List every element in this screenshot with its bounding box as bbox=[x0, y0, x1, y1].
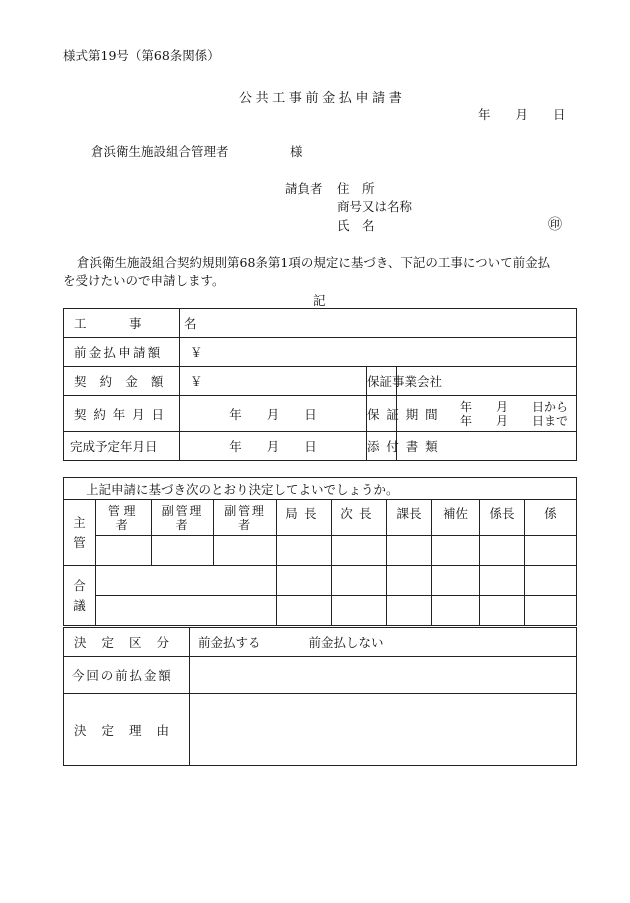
approver-kakaricho: 係長 bbox=[480, 500, 525, 536]
decision-detail-table bbox=[63, 627, 577, 766]
advance-amount-field[interactable] bbox=[180, 338, 577, 367]
option-no-advance-pay[interactable]: 前金払しない bbox=[308, 635, 384, 650]
stamp-box[interactable] bbox=[525, 536, 577, 566]
contract-date-label: 契約年月日 bbox=[64, 396, 180, 432]
approver-hosa: 補佐 bbox=[432, 500, 480, 536]
advance-amount-label: 前金払申請額 bbox=[64, 338, 180, 367]
period-from: 年 月 日から bbox=[459, 399, 568, 414]
aigi-label: 合議 bbox=[64, 566, 96, 626]
option-advance-pay[interactable]: 前金払する bbox=[198, 635, 261, 650]
stamp-box[interactable] bbox=[277, 566, 332, 596]
decision-kubun-field bbox=[190, 628, 577, 657]
body-text-line2: を受けたいので申請します。 bbox=[63, 273, 225, 288]
stamp-box[interactable] bbox=[332, 566, 387, 596]
stamp-box[interactable] bbox=[480, 596, 525, 626]
stamp-box[interactable] bbox=[277, 536, 332, 566]
stamp-box[interactable] bbox=[480, 536, 525, 566]
attachments-label: 添付書類 bbox=[367, 432, 397, 461]
date-line: 年 月 日 bbox=[478, 107, 566, 122]
approver-kakari: 係 bbox=[525, 500, 577, 536]
stamp-box[interactable] bbox=[277, 596, 332, 626]
honorific: 様 bbox=[290, 144, 303, 159]
completion-date-label: 完成予定年月日 bbox=[64, 432, 180, 461]
approver-kyokucho: 局長 bbox=[277, 500, 332, 536]
stamp-box[interactable] bbox=[387, 566, 432, 596]
form-number: 様式第19号（第68条関係） bbox=[63, 48, 220, 63]
period-to: 年 月 日まで bbox=[459, 413, 568, 428]
contract-amount-label: 契約金額 bbox=[64, 367, 180, 396]
yen-sign: ￥ bbox=[190, 374, 203, 389]
stamp-box[interactable] bbox=[432, 536, 480, 566]
seal-mark: ㊞ bbox=[548, 217, 562, 233]
yen-sign: ￥ bbox=[190, 345, 203, 360]
aigi-box[interactable] bbox=[96, 566, 277, 596]
addressee: 倉浜衛生施設組合管理者 bbox=[91, 144, 229, 159]
body-text-line1: 倉浜衛生施設組合契約規則第68条第1項の規定に基づき、下記の工事について前金払 bbox=[77, 255, 551, 270]
aigi-box[interactable] bbox=[96, 596, 277, 626]
shukan-label: 主管 bbox=[64, 500, 96, 566]
stamp-box[interactable] bbox=[332, 596, 387, 626]
guarantee-company-label: 保証事業会社 bbox=[367, 367, 397, 396]
contract-amount-field[interactable] bbox=[180, 367, 367, 396]
approver-kacho: 課長 bbox=[387, 500, 432, 536]
name-label: 氏 名 bbox=[337, 218, 375, 233]
stamp-box[interactable] bbox=[525, 596, 577, 626]
work-name-field[interactable] bbox=[180, 309, 577, 338]
stamp-box[interactable] bbox=[387, 536, 432, 566]
stamp-box[interactable] bbox=[480, 566, 525, 596]
stamp-box[interactable] bbox=[525, 566, 577, 596]
decision-question: 上記申請に基づき次のとおり決定してよいでしょうか。 bbox=[64, 478, 577, 500]
stamp-box[interactable] bbox=[387, 596, 432, 626]
stamp-box[interactable] bbox=[152, 536, 214, 566]
this-amount-label: 今回の前払金額 bbox=[64, 657, 190, 694]
contractor-label: 請負者 bbox=[285, 181, 323, 196]
reason-field[interactable] bbox=[190, 694, 577, 766]
approver-jicho: 次長 bbox=[332, 500, 387, 536]
completion-date-field[interactable]: 年 月 日 bbox=[180, 432, 367, 461]
stamp-box[interactable] bbox=[332, 536, 387, 566]
decision-table bbox=[63, 477, 577, 626]
stamp-box[interactable] bbox=[96, 536, 152, 566]
contract-date-field[interactable]: 年 月 日 bbox=[180, 396, 367, 432]
approver-fuku2: 副管理者 bbox=[214, 500, 277, 536]
stamp-box[interactable] bbox=[214, 536, 277, 566]
this-amount-field[interactable] bbox=[190, 657, 577, 694]
stamp-box[interactable] bbox=[432, 596, 480, 626]
address-label: 住 所 bbox=[337, 181, 375, 196]
guarantee-period-label: 保証期間 bbox=[367, 396, 397, 432]
ki-label: 記 bbox=[313, 293, 326, 308]
company-name-label: 商号又は名称 bbox=[337, 199, 413, 214]
reason-label: 決定理由 bbox=[64, 694, 190, 766]
decision-kubun-label: 決定区分 bbox=[64, 628, 190, 657]
work-name-label: 工 事 名 bbox=[64, 309, 180, 338]
application-table bbox=[63, 308, 577, 461]
approver-kanrisha: 管理者 bbox=[96, 500, 152, 536]
document-title: 公共工事前金払申請書 bbox=[239, 91, 406, 106]
stamp-box[interactable] bbox=[432, 566, 480, 596]
approver-fuku1: 副管理者 bbox=[152, 500, 214, 536]
